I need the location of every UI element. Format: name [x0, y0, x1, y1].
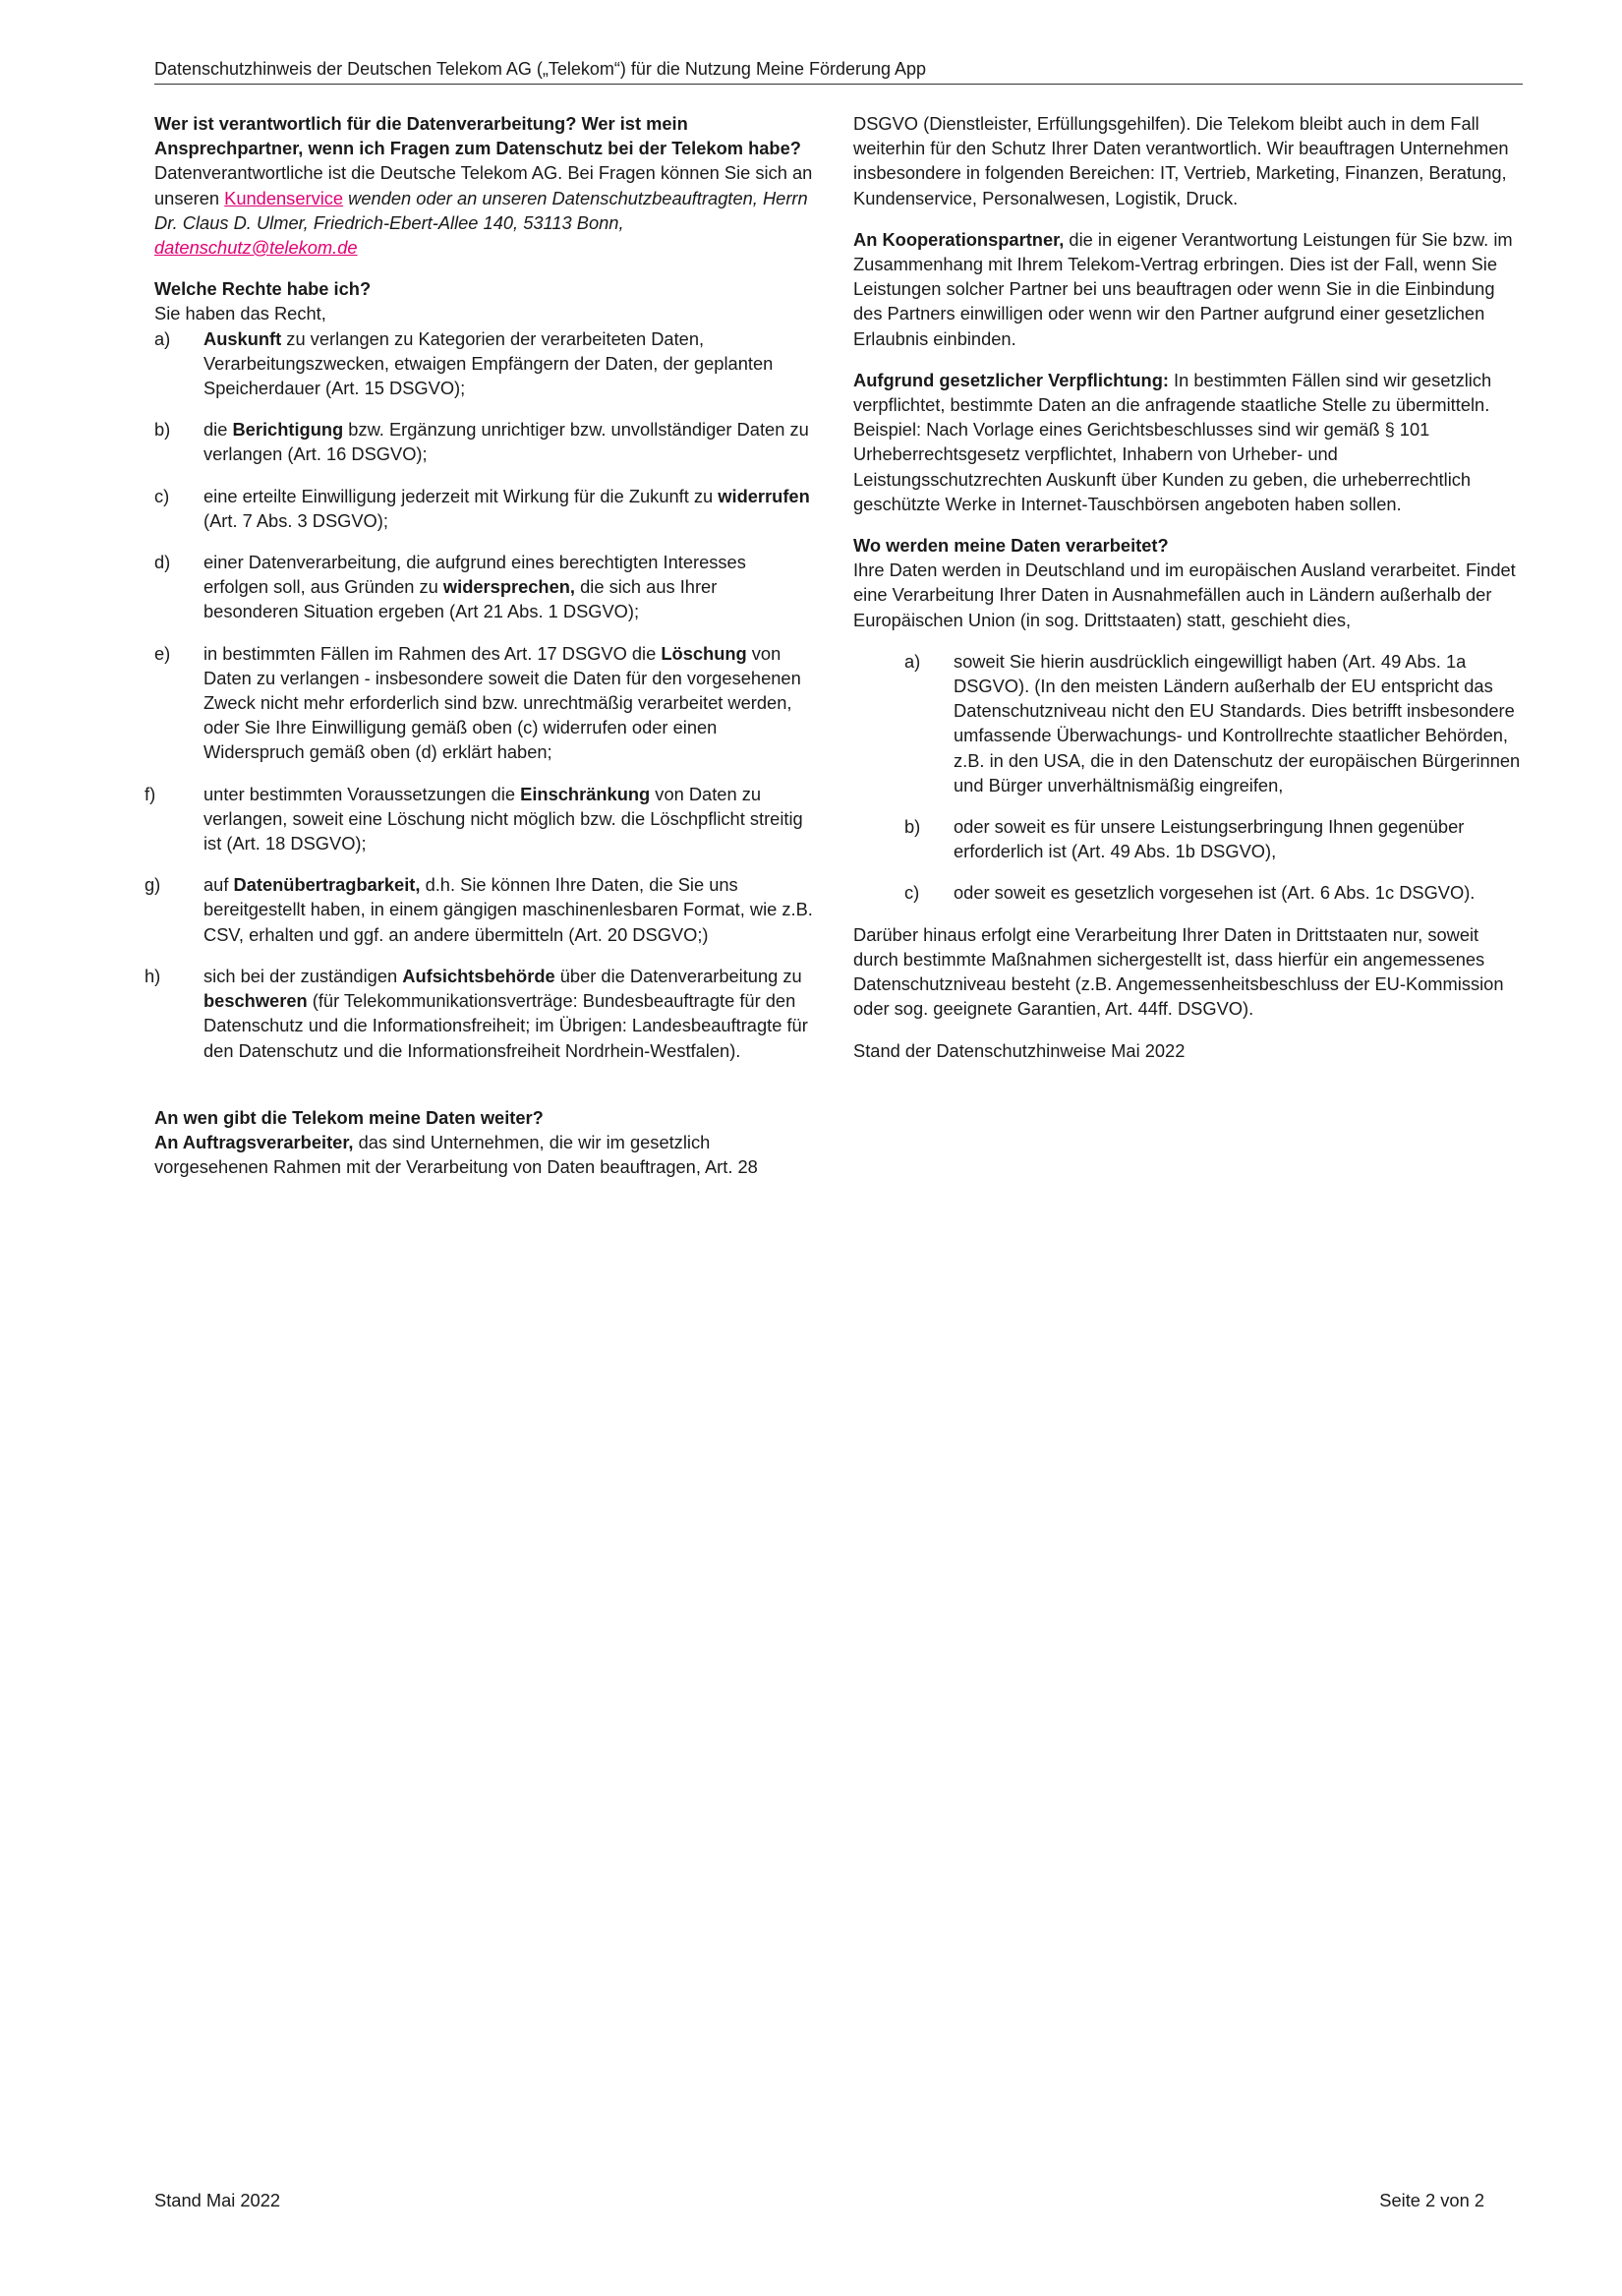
list-marker: e) — [154, 642, 171, 664]
right-keyword: Löschung — [661, 642, 747, 664]
page-header: Datenschutzhinweis der Deutschen Telekom AG („Telekom“) für die Nutzung Meine Förderung App — [154, 57, 1523, 85]
list-marker: b) — [904, 816, 921, 838]
right-item-c — [154, 484, 813, 533]
processors-paragraph — [154, 1130, 813, 1179]
processing-location-text: Ihre Daten werden in Deutschland und im europäischen Ausland verarbeitet. Findet eine Verarbeitung Ihrer Daten in Ausnahmefällen auch in Ländern außerhalb der Europäischen Union (in sog. Drittstaaten) statt, geschieht dies, — [853, 559, 1516, 630]
right-text: zu verlangen zu Kategorien der verarbeiteten Daten, Verarbeitungszwecken, etwaigen Empfängern der Daten, der geplanten Speicherdauer (Art. 15 DSGVO); — [203, 327, 774, 399]
controller-address: wenden oder an unseren Datenschutzbeauftragten, Herrn Dr. Claus D. Ulmer, Friedrich-Ebert-Allee 140, 53113 Bonn, — [154, 187, 808, 233]
third-country-paragraph: Darüber hinaus erfolgt eine Verarbeitung Ihrer Daten in Drittstaaten nur, soweit durch bestimmte Maßnahmen sichergestellt ist, dass hierfür ein angemessenes Datenschutzniveau besteht (z.B. Angemessenheitsbeschluss der EU-Kommission oder sog. geeignete Garantien, Art. 44ff. DSGVO). — [853, 923, 1504, 1020]
list-marker: b) — [154, 419, 171, 441]
location-item-c — [904, 880, 1522, 905]
right-keyword: Berichtigung — [232, 419, 344, 441]
right-keyword: Datenübertragbarkeit, — [233, 874, 421, 896]
left-column — [145, 111, 813, 1179]
list-marker: c) — [904, 882, 920, 904]
right-keyword: widersprechen, — [442, 576, 576, 598]
right-keyword: Auskunft — [203, 327, 282, 349]
heading-recipients: An wen gibt die Telekom meine Daten weiter? — [154, 1106, 544, 1128]
right-text: von Daten zu verlangen - insbesondere soweit die Daten für den vorgesehenen Zweck nicht mehr erforderlich sind bzw. unrechtmäßig verarbeitet werden, oder Sie Ihre Einwilligung gemäß oben (c) widerrufen oder einen Widerspruch gemäß oben (d) erklärt haben; — [203, 642, 801, 763]
privacy-email-link[interactable]: datenschutz@telekom.de — [154, 237, 358, 259]
right-text: d.h. Sie können Ihre Daten, die Sie uns bereitgestellt haben, in einem gängigen maschinenlesbaren Format, wie z.B. CSV, erhalten und ggf. an andere übermitteln (Art. 20 DSGVO;) — [203, 874, 813, 945]
processors-text: das sind Unternehmen, die wir im gesetzlich vorgesehenen Rahmen mit der Verarbeitung von Daten beauftragen, Art. 28 — [154, 1131, 758, 1178]
location-item-b — [904, 814, 1522, 863]
list-marker: f) — [145, 783, 156, 804]
list-marker: g) — [145, 874, 161, 896]
partners-label: An Kooperationspartner, — [853, 228, 1065, 250]
partners-paragraph — [853, 227, 1522, 351]
list-marker: d) — [154, 552, 171, 573]
version-note: Stand der Datenschutzhinweise Mai 2022 — [853, 1039, 1186, 1061]
list-marker: c) — [154, 485, 170, 506]
list-marker: a) — [154, 327, 171, 349]
heading-processing-location: Wo werden meine Daten verarbeitet? — [853, 535, 1169, 557]
right-item-e — [154, 641, 813, 765]
list-marker: a) — [904, 650, 921, 672]
right-keyword: widerrufen — [718, 485, 810, 506]
footer-page-number: Seite 2 von 2 — [1379, 2190, 1484, 2210]
legal-obligation-label: Aufgrund gesetzlicher Verpflichtung: — [853, 369, 1169, 390]
right-keyword: Aufsichtsbehörde — [402, 965, 555, 986]
right-column — [853, 111, 1522, 1063]
controller-text: Datenverantwortliche ist die Deutsche Telekom AG. Bei Fragen können Sie sich an unseren — [154, 162, 813, 208]
controller-paragraph — [154, 160, 813, 260]
right-item-h — [145, 964, 813, 1063]
right-text: (für Telekommunikationsverträge: Bundesbeauftragte für den Datenschutz und die Informationsfreiheit; im Übrigen: Landesbeauftragte für den Datenschutz und die Informationsfreiheit Nordrhein-Westfalen). — [203, 990, 808, 1061]
rights-intro: Sie haben das Recht, — [154, 303, 326, 324]
right-text: unter bestimmten Voraussetzungen die — [203, 783, 521, 804]
right-item-a — [154, 326, 813, 401]
right-text: von Daten zu verlangen, soweit eine Löschung nicht möglich bzw. die Löschpflicht streitig ist (Art. 18 DSGVO); — [203, 783, 803, 854]
processors-label: An Auftragsverarbeiter, — [154, 1131, 354, 1152]
location-item-text: oder soweit es gesetzlich vorgesehen ist (Art. 6 Abs. 1c DSGVO). — [954, 882, 1476, 904]
list-marker: h) — [145, 965, 161, 986]
right-text: die — [203, 419, 233, 441]
right-text: eine erteilte Einwilligung jederzeit mit Wirkung für die Zukunft zu — [203, 485, 719, 506]
right-item-f — [145, 782, 813, 856]
right-text: bzw. Ergänzung unrichtiger bzw. unvollständiger Daten zu verlangen (Art. 16 DSGVO); — [203, 419, 809, 465]
heading-rights: Welche Rechte habe ich? — [154, 278, 372, 300]
heading-controller: Wer ist verantwortlich für die Datenverarbeitung? Wer ist mein Ansprechpartner, wenn ich Fragen zum Datenschutz bei der Telekom habe? — [154, 113, 801, 159]
right-text: (Art. 7 Abs. 3 DSGVO); — [203, 509, 388, 531]
footer-date: Stand Mai 2022 — [154, 2190, 281, 2210]
right-text: auf — [203, 874, 234, 896]
location-item-a — [904, 649, 1522, 797]
right-text: über die Datenverarbeitung zu — [554, 965, 802, 986]
location-item-text: soweit Sie hierin ausdrücklich eingewilligt haben (Art. 49 Abs. 1a DSGVO). (In den meisten Ländern außerhalb der EU entspricht das Datenschutzniveau nicht den EU Standards. Dies betrifft insbesondere umfassende Überwachungs- und Kontrollrechte staatlicher Behörden, z.B. in den USA, die in den Datenschutz der europäischen Bürgerinnen und Bürger unverhältnismäßig eingreifen, — [954, 650, 1521, 795]
location-item-text: oder soweit es für unsere Leistungserbringung Ihnen gegenüber erforderlich ist (Art. 49 Abs. 1b DSGVO), — [954, 816, 1465, 862]
right-text: sich bei der zuständigen — [203, 965, 403, 986]
legal-obligation-text: In bestimmten Fällen sind wir gesetzlich verpflichtet, bestimmte Daten an die anfragende staatliche Stelle zu übermitteln. Beispiel: Nach Vorlage eines Gerichtsbeschlusses sind wir gemäß § 101 Urheberrechtsgesetz verpflichtet, Inhabern von Urheber- und Leistungsschutzrechten Auskunft über Kunden zu geben, die urheberrechtlich geschützte Werke in Internet-Tauschbörsen angeboten haben sollen. — [853, 369, 1492, 514]
right-item-d — [154, 550, 813, 624]
partners-text: die in eigener Verantwortung Leistungen für Sie bzw. im Zusammenhang mit Ihrem Telekom-Vertrag erbringen. Dies ist der Fall, wenn Sie Leistungen solcher Partner bei uns beauftragen oder wenn Sie in die Einbindung des Partners einwilligen oder wenn wir den Partner aufgrund einer gesetzlichen Erlaubnis einbinden. — [853, 228, 1513, 349]
right-text: die sich aus Ihrer besonderen Situation ergeben (Art 21 Abs. 1 DSGVO); — [203, 576, 718, 622]
right-keyword: Einschränkung — [520, 783, 651, 804]
customer-service-link[interactable]: Kundenservice — [224, 187, 344, 208]
legal-obligation-paragraph — [853, 368, 1522, 516]
processors-continuation: DSGVO (Dienstleister, Erfüllungsgehilfen). Die Telekom bleibt auch in dem Fall weiterhin für den Schutz Ihrer Daten verantwortlich. Wir beauftragen Unternehmen insbesondere in folgenden Bereichen: IT, Vertrieb, Marketing, Finanzen, Beratung, Kundenservice, Personalwesen, Logistik, Druck. — [853, 113, 1509, 208]
right-text: in bestimmten Fällen im Rahmen des Art. 17 DSGVO die — [203, 642, 662, 664]
right-item-g — [145, 872, 813, 947]
right-keyword: beschweren — [203, 990, 308, 1012]
right-item-b — [154, 417, 813, 466]
right-text: einer Datenverarbeitung, die aufgrund eines berechtigten Interesses erfolgen soll, aus Gründen zu — [203, 552, 746, 598]
